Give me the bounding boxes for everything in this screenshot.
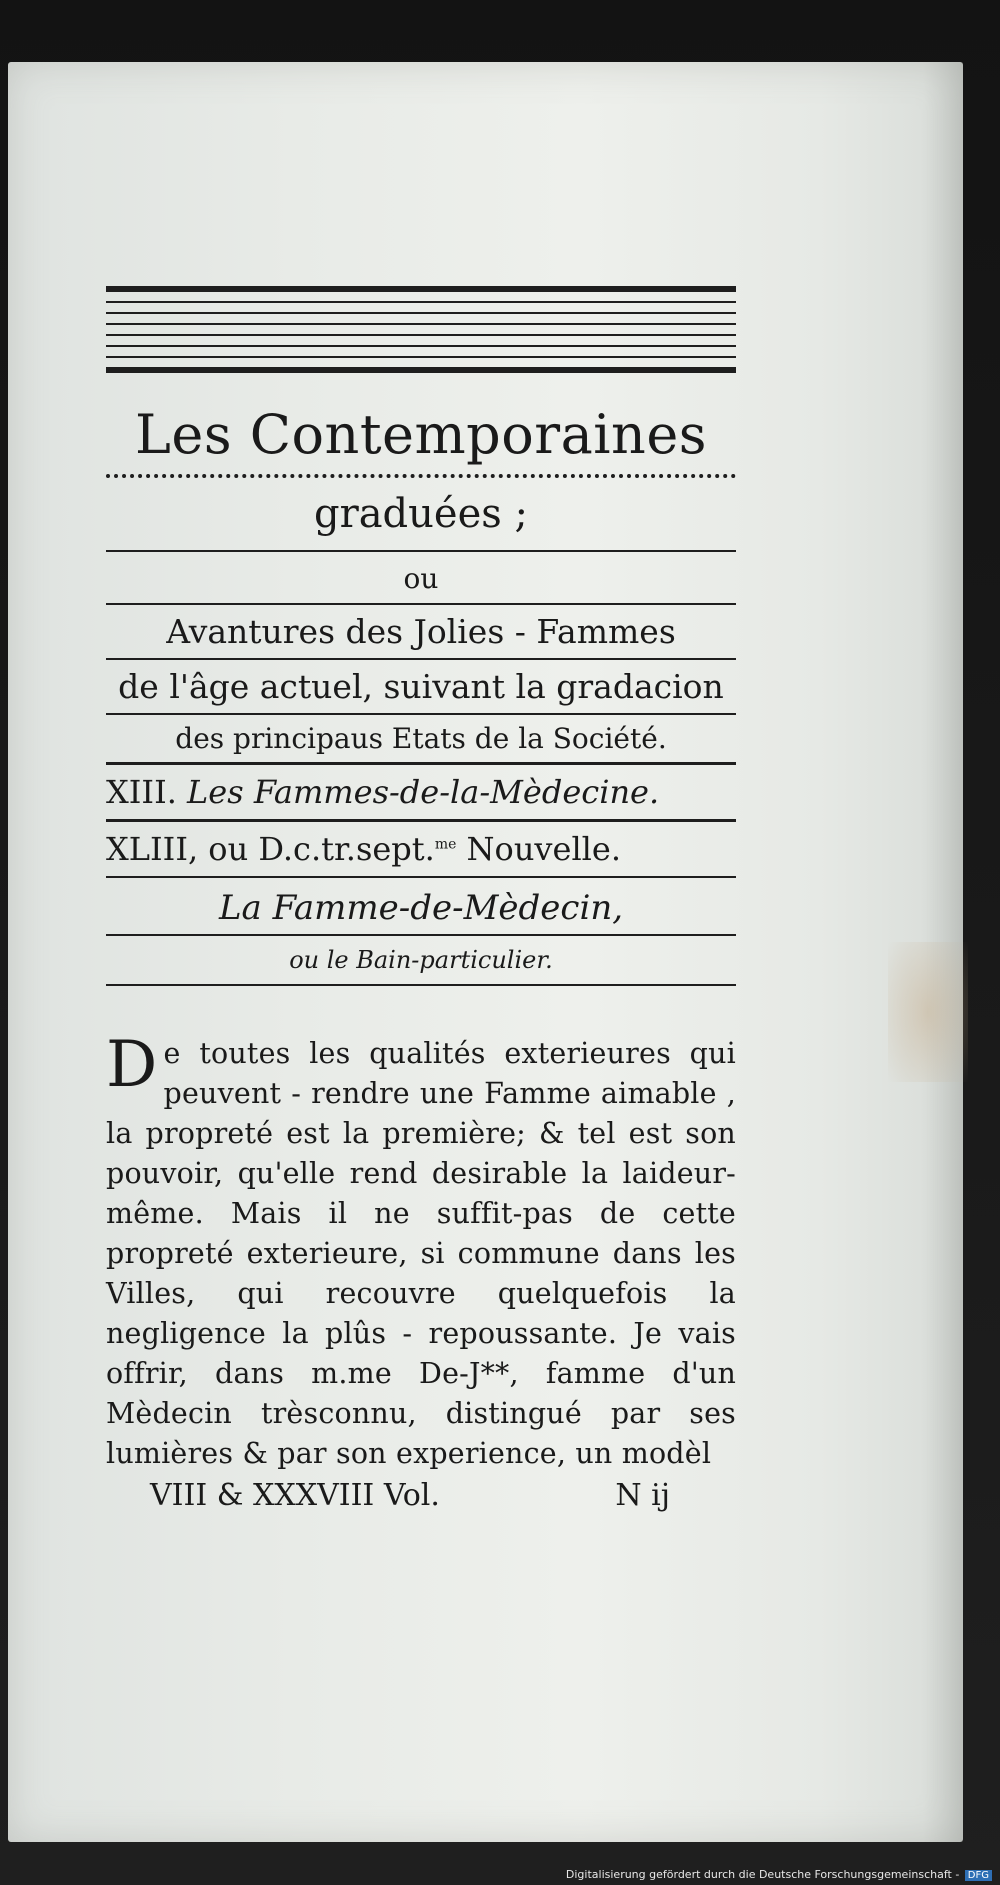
ornament-rule	[106, 286, 736, 292]
part-number: XIII.	[106, 773, 177, 812]
signature-mark: N ij	[615, 1478, 670, 1514]
page-footer	[150, 1478, 670, 1513]
nouvelle-superscript: me	[434, 836, 457, 853]
credit-text: Digitalisierung gefördert durch die Deutsche Forschungsgemeinschaft -	[565, 1868, 960, 1881]
connector-word: ou	[403, 561, 439, 595]
drop-cap: D	[106, 1028, 158, 1103]
part-heading	[106, 773, 736, 811]
volume-signature: VIII & XXXVIII Vol.	[150, 1478, 440, 1514]
description-line: des principaus Etats de la Société.	[175, 722, 667, 756]
body-paragraph	[106, 1028, 736, 1474]
book-title: Les Contemporaines	[135, 403, 707, 466]
description-divider	[106, 713, 736, 715]
ornament-rule	[106, 345, 736, 347]
dfg-logo: DFG	[965, 1870, 992, 1881]
digitization-credit	[566, 1868, 992, 1881]
ornament-rule	[106, 323, 736, 325]
header-ornament	[106, 286, 736, 373]
description-divider	[106, 658, 736, 660]
story-title: La Famme-de-Mèdecin,	[218, 888, 624, 929]
book-subtitle: graduées ;	[313, 490, 528, 537]
ornament-rule	[106, 312, 736, 314]
story-end-rule	[106, 984, 736, 986]
description-line: Avantures des Jolies - Fammes	[166, 611, 676, 651]
page-content	[106, 222, 736, 1513]
connector-divider	[106, 603, 736, 605]
ornament-rule	[106, 367, 736, 373]
nouvelle-heading	[106, 830, 736, 868]
part-divider	[106, 819, 736, 822]
nouvelle-divider	[106, 876, 736, 878]
nouvelle-suffix: Nouvelle.	[466, 830, 622, 869]
nouvelle-prefix: XLIII, ou D.c.tr.sept.	[106, 830, 435, 869]
subtitle-divider	[106, 550, 736, 552]
body-text: e toutes les qualités exterieures qui peuvent - rendre une Famme aimable , la propreté est la première; & tel est son pouvoir, qu'elle rend desirable la laideur-même. Mais il ne suffit-pas de cette propreté exterieure, si commune dans les Villes, qui recouvre quelquefois la negligence la plûs - repoussante. Je vais offrir, dans m.me De-J**, famme d'un Mèdecin trèsconnu, distingué par ses lumières & par son experience, un modèl	[106, 1037, 736, 1471]
story-divider	[106, 934, 736, 936]
paper-stain	[888, 942, 968, 1082]
book-page	[8, 62, 963, 1842]
part-title: Les Fammes-de-la-Mèdecine.	[187, 773, 660, 812]
story-subtitle: ou le Bain-particulier.	[289, 946, 553, 975]
ornament-rule	[106, 356, 736, 358]
description-line: de l'âge actuel, suivant la gradacion	[118, 667, 724, 707]
title-divider	[106, 474, 736, 478]
section-divider	[106, 762, 736, 765]
ornament-rule	[106, 301, 736, 303]
ornament-rule	[106, 334, 736, 336]
